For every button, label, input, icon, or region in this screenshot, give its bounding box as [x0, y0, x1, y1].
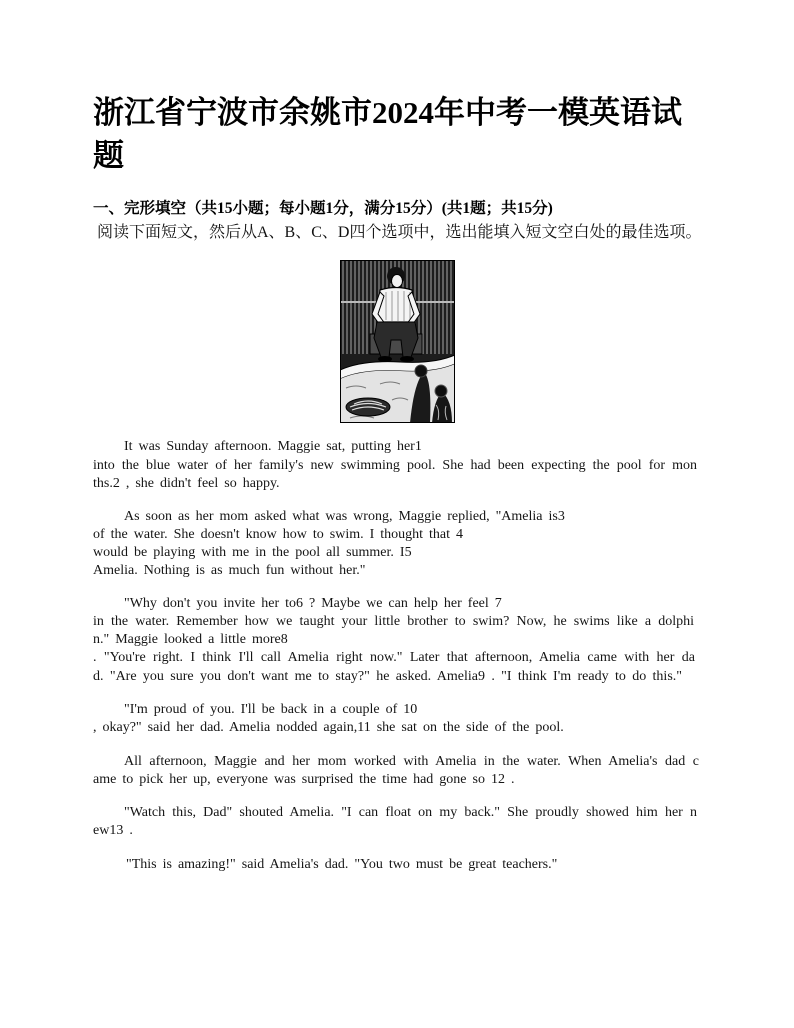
pool-illustration: [340, 260, 455, 423]
passage-line: "Why don't you invite her to6 ? Maybe we can help her feel 7: [124, 596, 502, 611]
watermelon-float: [346, 398, 390, 416]
section-heading: 一、完形填空（共15小题；每小题1分，满分15分）(共1题；共15分): [93, 200, 553, 217]
passage-line: As soon as her mom asked what was wrong, Maggie replied, "Amelia is3: [124, 509, 565, 524]
passage-line: "I'm proud of you. I'll be back in a couple of 10: [124, 702, 418, 717]
passage-line: "Watch this, Dad" shouted Amelia. "I can float on my back." She proudly showed him her n: [124, 805, 697, 820]
passage-line: . "You're right. I think I'll call Amelia right now." Later that afternoon, Amelia came with her da: [93, 650, 695, 665]
passage-line: All afternoon, Maggie and her mom worked with Amelia in the water. When Amelia's dad c: [124, 754, 699, 769]
instructions: 阅读下面短文，然后从A、B、C、D四个选项中，选出能填入短文空白处的最佳选项。: [97, 224, 702, 241]
passage-line: into the blue water of her family's new swimming pool. She had been expecting the pool for mon: [93, 458, 697, 473]
passage-line: in the water. Remember how we taught your little brother to swim? Now, he swims like a dolphi: [93, 614, 694, 629]
passage-line: of the water. She doesn't know how to swim. I thought that 4: [93, 527, 464, 542]
passage-line: Amelia. Nothing is as much fun without her.": [93, 563, 366, 578]
passage-line: would be playing with me in the pool all summer. I5: [93, 545, 412, 560]
passage-line: ew13 .: [93, 823, 133, 838]
passage-line: ame to pick her up, everyone was surprised the time had gone so 12 .: [93, 772, 515, 787]
document-title: 浙江省宁波市余姚市2024年中考一模英语试题: [93, 95, 682, 173]
passage-line: n." Maggie looked a little more8: [93, 632, 288, 647]
passage-line: d. "Are you sure you don't want me to stay?" he asked. Amelia9 . "I think I'm ready to do this.": [93, 669, 682, 684]
passage-line: It was Sunday afternoon. Maggie sat, putting her1: [124, 439, 422, 454]
passage-line: ths.2 , she didn't feel so happy.: [93, 476, 280, 491]
passage-line: "This is amazing!" said Amelia's dad. "You two must be great teachers.": [126, 857, 558, 872]
passage-line: , okay?" said her dad. Amelia nodded again,11 she sat on the side of the pool.: [93, 720, 564, 735]
